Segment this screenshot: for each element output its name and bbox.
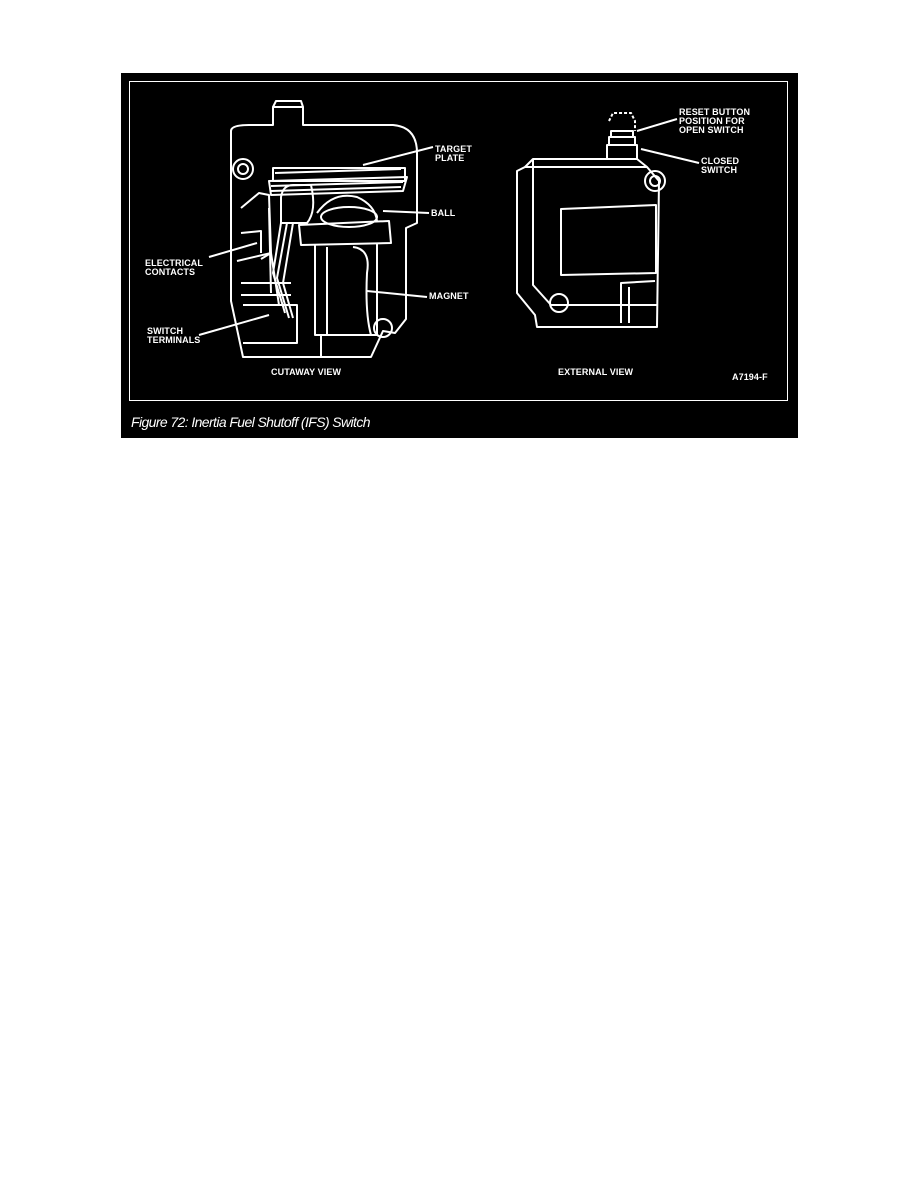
label-ball: BALL bbox=[431, 208, 456, 218]
figure-code: A7194-F bbox=[732, 372, 768, 382]
label-electrical-contacts: ELECTRICAL CONTACTS bbox=[145, 258, 203, 277]
label-cutaway-view: CUTAWAY VIEW bbox=[271, 367, 342, 377]
external-drawing bbox=[517, 113, 665, 327]
label-external-view: EXTERNAL VIEW bbox=[558, 367, 634, 377]
label-switch-terminals: SWITCH TERMINALS bbox=[147, 326, 201, 345]
figure-caption: Figure 72: Inertia Fuel Shutoff (IFS) Switch bbox=[131, 414, 370, 430]
label-target-plate: TARGET PLATE bbox=[435, 144, 472, 163]
label-magnet: MAGNET bbox=[429, 291, 469, 301]
figure-panel bbox=[121, 73, 798, 438]
label-closed-switch: CLOSED SWITCH bbox=[701, 156, 740, 175]
label-reset-button: RESET BUTTON POSITION FOR OPEN SWITCH bbox=[679, 107, 751, 135]
